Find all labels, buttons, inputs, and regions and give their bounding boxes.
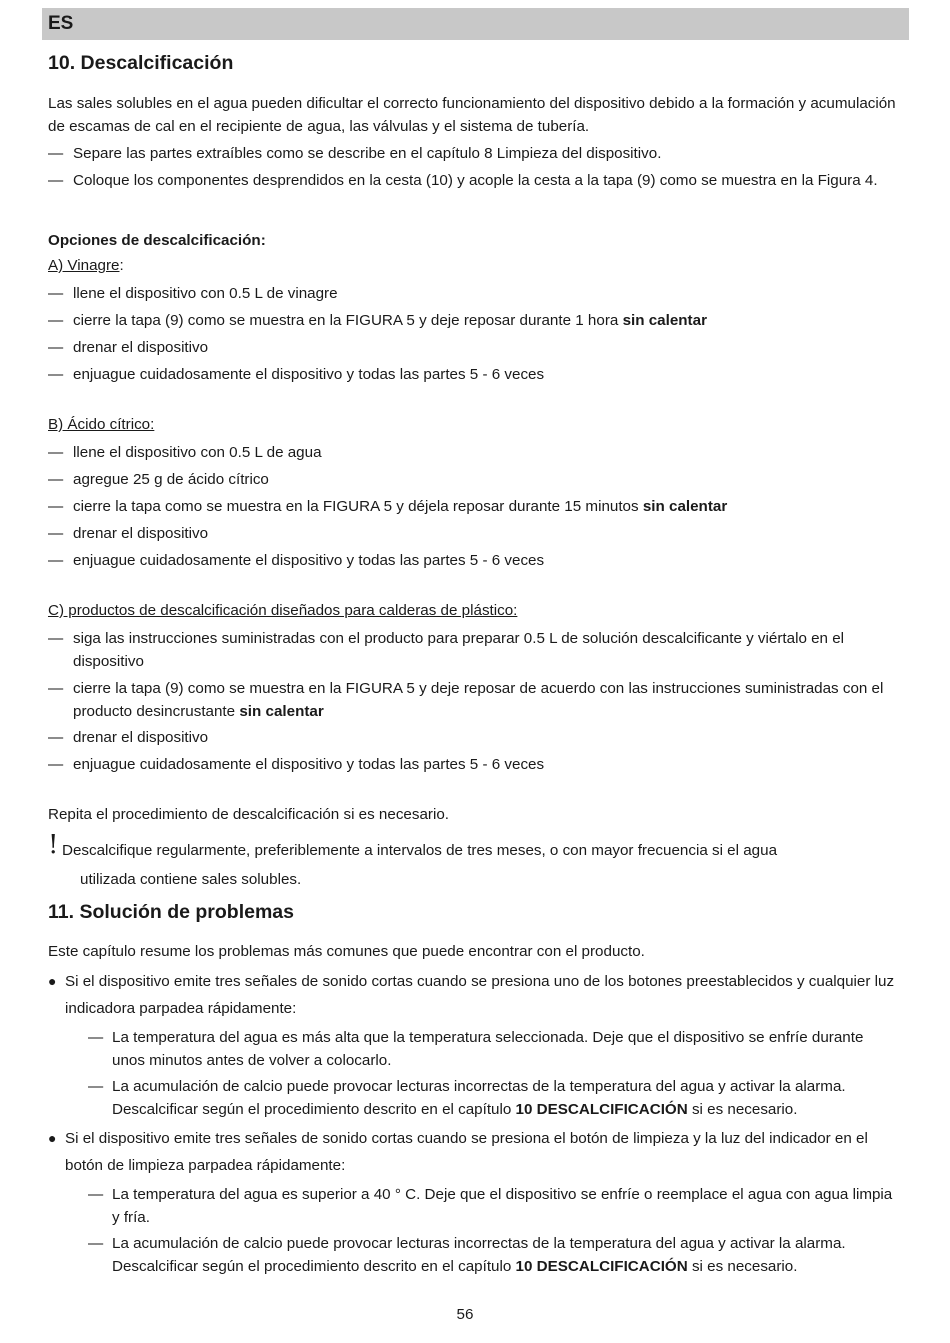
list-item: — cierre la tapa (9) como se muestra en la FIGURA 5 y deje reposar durante 1 hora sin calentar	[48, 309, 898, 332]
list-item: — La temperatura del agua es superior a 40 ° C. Deje que el dispositivo se enfríe o reemplace el agua con agua limpia y fría.	[88, 1183, 898, 1229]
list-item: — drenar el dispositivo	[48, 336, 898, 359]
list-item: — drenar el dispositivo	[48, 726, 898, 749]
list-item: — siga las instrucciones suministradas con el producto para preparar 0.5 L de solución descalcificante y viértalo en el dispositivo	[48, 627, 898, 673]
list-item: — llene el dispositivo con 0.5 L de vinagre	[48, 282, 898, 305]
list-item: — La acumulación de calcio puede provocar lecturas incorrectas de la temperatura del agua y activar la alarma. Descalcificar según el procedimiento descrito en el capítulo 10 DESCALCIFICACIÓN si es necesario.	[88, 1075, 898, 1121]
dash-icon: —	[48, 312, 64, 329]
dash-icon: —	[48, 756, 64, 773]
list-item: — llene el dispositivo con 0.5 L de agua	[48, 441, 898, 464]
list-item: — enjuague cuidadosamente el dispositivo y todas las partes 5 - 6 veces	[48, 363, 898, 386]
language-header-bar	[42, 8, 909, 40]
section-11-intro: Este capítulo resume los problemas más comunes que puede encontrar con el producto.	[48, 943, 645, 960]
repeat-note: Repita el procedimiento de descalcificación si es necesario.	[48, 806, 449, 823]
dash-icon: —	[48, 729, 64, 746]
list-item: — enjuague cuidadosamente el dispositivo y todas las partes 5 - 6 veces	[48, 549, 898, 572]
list-item: — Separe las partes extraíbles como se describe en el capítulo 8 Limpieza del dispositivo.	[48, 142, 898, 165]
dash-icon: —	[48, 285, 64, 302]
dash-icon: —	[88, 1029, 104, 1046]
dash-icon: —	[48, 680, 64, 697]
dash-icon: —	[48, 444, 64, 461]
dash-icon: —	[48, 498, 64, 515]
list-item: — drenar el dispositivo	[48, 522, 898, 545]
dash-icon: —	[48, 471, 64, 488]
section-11-title: 11. Solución de problemas	[48, 901, 294, 923]
list-item: — La temperatura del agua es más alta que la temperatura seleccionada. Deje que el dispositivo se enfríe durante unos minutos antes de volver a colocarlo.	[88, 1026, 898, 1072]
dash-icon: —	[48, 525, 64, 542]
list-item: — cierre la tapa como se muestra en la FIGURA 5 y déjela reposar durante 15 minutos sin calentar	[48, 495, 898, 518]
list-item: — cierre la tapa (9) como se muestra en la FIGURA 5 y deje reposar de acuerdo con las instrucciones suministradas con el producto desincrustante sin calentar	[48, 677, 898, 723]
option-c-label: C) productos de descalcificación diseñados para calderas de plástico:	[48, 602, 518, 619]
dash-icon: —	[48, 552, 64, 569]
list-item: — agregue 25 g de ácido cítrico	[48, 468, 898, 491]
dash-icon: —	[48, 366, 64, 383]
list-item: — enjuague cuidadosamente el dispositivo y todas las partes 5 - 6 veces	[48, 753, 898, 776]
dash-icon: —	[48, 172, 64, 189]
option-a-label: A) Vinagre:	[48, 257, 124, 274]
bullet-item: ● Si el dispositivo emite tres señales de sonido cortas cuando se presiona el botón de limpieza y la luz del indicador en el botón de limpieza parpadea rápidamente:	[48, 1125, 898, 1179]
dash-icon: —	[88, 1235, 104, 1252]
list-item: — Coloque los componentes desprendidos en la cesta (10) y acople la cesta a la tapa (9) como se muestra en la Figura 4.	[48, 169, 898, 192]
language-code: ES	[48, 13, 74, 34]
bullet-icon: ●	[48, 973, 57, 989]
dash-icon: —	[48, 630, 64, 647]
dash-icon: —	[88, 1078, 104, 1095]
warning-note: ! Descalcifique regularmente, preferiblemente a intervalos de tres meses, o con mayor frecuencia si el agua utilizada contiene sales solubles.	[48, 830, 778, 888]
dash-icon: —	[88, 1186, 104, 1203]
page-number: 56	[456, 1306, 474, 1323]
section-10-intro: Las sales solubles en el agua pueden dificultar el correcto funcionamiento del dispositivo debido a la formación y acumulación de escamas de cal en el recipiente de agua, las válvulas y el sistema de tubería.	[48, 95, 896, 135]
list-item: — La acumulación de calcio puede provocar lecturas incorrectas de la temperatura del agua y activar la alarma. Descalcificar según el procedimiento descrito en el capítulo 10 DESCALCIFICACIÓN si es necesario.	[88, 1232, 898, 1278]
bullet-icon: ●	[48, 1130, 57, 1146]
options-title: Opciones de descalcificación:	[48, 232, 266, 249]
dash-icon: —	[48, 145, 64, 162]
option-b-label: B) Ácido cítrico:	[48, 416, 155, 433]
dash-icon: —	[48, 339, 64, 356]
bullet-item: ● Si el dispositivo emite tres señales de sonido cortas cuando se presiona uno de los botones preestablecidos y cualquier luz indicadora parpadea rápidamente:	[48, 968, 898, 1022]
section-10-title: 10. Descalcificación	[48, 52, 234, 74]
exclamation-icon: !	[48, 830, 59, 860]
